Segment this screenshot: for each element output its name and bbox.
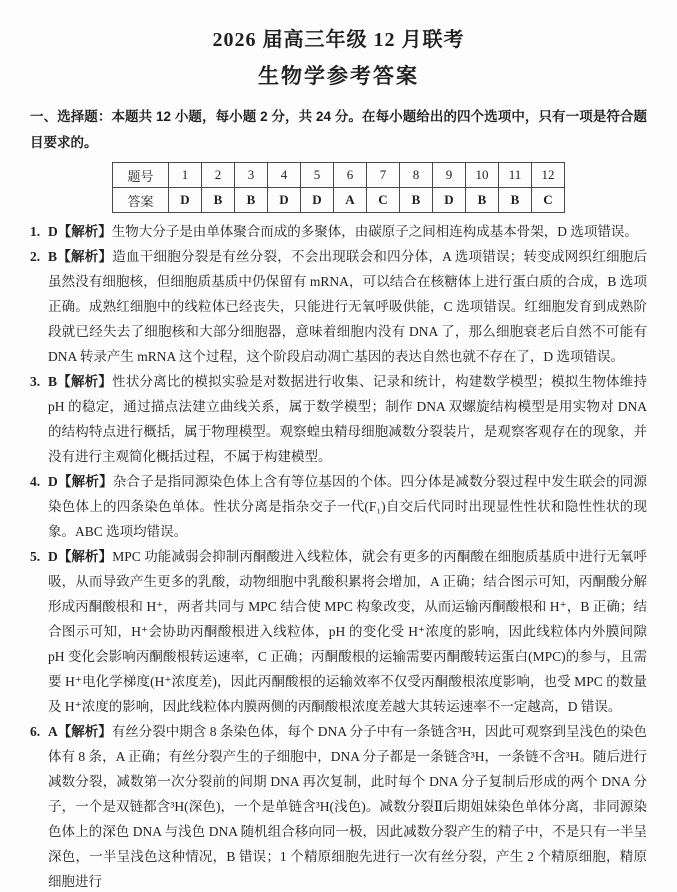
item-number: 4. <box>30 474 41 489</box>
answer-cell: B <box>466 188 499 213</box>
qnum-cell: 9 <box>433 163 466 188</box>
answer-cell: B <box>400 188 433 213</box>
explanation-item-1 <box>30 219 647 244</box>
item-text: MPC 功能减弱会抑制丙酮酸进入线粒体，就会有更多的丙酮酸在细胞质基质中进行无氧呼吸，从而导致产生更多的乳酸，动物细胞中乳酸积累将会增加，A 正确；结合图示可知，丙酮酸分解形成丙酮酸根和 H⁺，两者共同与 MPC 结合使 MPC 构象改变，从而运输丙酮酸根和 H⁺，B 正确；结合图示可知，H⁺会协助丙酮酸根进入线粒体，pH 的变化受 H⁺浓度的影响，因此线粒体内外膜间隙 pH 变化会影响丙酮酸根转运速率，C 正确；丙酮酸根的运输需要丙酮酸转运蛋白(MPC)的参与，且需要 H⁺电化学梯度(H⁺浓度差)，因此丙酮酸根的运输效率不仅受丙酮酸根浓度影响，也受 MPC 的数量及 H⁺浓度的影响，因此线粒体内膜两侧的丙酮酸根浓度差越大其转运速率不一定越高，D 错误。 <box>48 549 648 714</box>
answer-cell: D <box>268 188 301 213</box>
item-answer-prefix: D【解析】 <box>48 549 113 564</box>
exam-title: 2026 届高三年级 12 月联考 <box>212 29 465 51</box>
explanation-item-4 <box>30 469 647 544</box>
explanation-item-5 <box>30 544 647 719</box>
item-answer-prefix: B【解析】 <box>48 249 113 264</box>
qnum-cell: 1 <box>169 163 202 188</box>
qnum-cell: 11 <box>499 163 532 188</box>
item-answer-prefix: D【解析】 <box>48 474 113 489</box>
item-text: 生物大分子是由单体聚合而成的多聚体，由碳原子之间相连构成基本骨架，D 选项错误。 <box>111 224 638 239</box>
answer-cell: B <box>499 188 532 213</box>
item-answer-prefix: B【解析】 <box>48 374 113 389</box>
qnum-cell: 6 <box>334 163 367 188</box>
qnum-cell: 8 <box>400 163 433 188</box>
qnum-label-cell: 题号 <box>113 163 169 188</box>
answer-cell: B <box>202 188 235 213</box>
answer-cell: C <box>532 188 565 213</box>
qnum-cell: 12 <box>532 163 565 188</box>
item-number: 5. <box>30 549 41 564</box>
answer-cell: D <box>301 188 334 213</box>
qnum-cell: 7 <box>367 163 400 188</box>
explanation-item-2 <box>30 244 647 369</box>
answer-cell: D <box>169 188 202 213</box>
item-answer-prefix: D【解析】 <box>48 224 112 239</box>
section-heading: 一、选择题：本题共 12 小题，每小题 2 分，共 24 分。在每小题给出的四个选项中，只有一项是符合题目要求的。 <box>30 109 647 150</box>
qnum-cell: 3 <box>235 163 268 188</box>
qnum-row <box>113 163 565 188</box>
answer-key-title: 生物学参考答案 <box>258 65 419 88</box>
explanation-list <box>30 219 647 892</box>
explanation-item-3 <box>30 369 647 469</box>
qnum-cell: 4 <box>268 163 301 188</box>
answer-cell: C <box>367 188 400 213</box>
item-text: 有丝分裂中期含 8 条染色体，每个 DNA 分子中有一条链含³H，因此可观察到呈浅色的染色体有 8 条，A 正确；有丝分裂产生的子细胞中，DNA 分子都是一条链含³H，一条链不含³H。随后进行减数分裂，减数第一次分裂前的间期 DNA 再次复制，此时每个 DNA 分子复制后形成的两个 DNA 分子，一个是双链都含³H(深色)，一个是单链含³H(浅色)。减数分裂Ⅱ后期姐妹染色单体分离，非同源染色体上的深色 DNA 与浅色 DNA 随机组合移向同一极，因此减数分裂产生的精子中，不是只有一半呈深色，一半呈浅色这种情况，B 错误；1 个精原细胞先进行一次有丝分裂，产生 2 个精原细胞，精原细胞进行 <box>48 724 647 889</box>
qnum-cell: 5 <box>301 163 334 188</box>
item-text: 性状分离比的模拟实验是对数据进行收集、记录和统计，构建数学模型；模拟生物体维持 pH 的稳定，通过描点法建立曲线关系，属于数学模型；制作 DNA 双螺旋结构模型是用实物对 DNA 的结构特点进行概括，属于物理模型。观察蝗虫精母细胞减数分裂装片，是观察客观存在的现象，并没有进行主观简化概括过程，不属于构建模型。 <box>48 374 647 464</box>
item-answer-prefix: A【解析】 <box>48 724 112 739</box>
answer-label-cell: 答案 <box>113 188 169 213</box>
item-number: 6. <box>30 724 41 739</box>
item-text: 杂合子是指同源染色体上含有等位基因的个体。四分体是减数分裂过程中发生联会的同源染色体上的四条染色单体。性状分离是指杂交子一代(F₁)自交后代同时出现显性性状和隐性性状的现象。ABC 选项均错误。 <box>48 474 648 539</box>
explanation-item-6 <box>30 719 647 892</box>
item-number: 1. <box>30 224 41 239</box>
answer-row <box>113 188 565 213</box>
item-text: 造血干细胞分裂是有丝分裂，不会出现联会和四分体，A 选项错误；转变成网织红细胞后虽然没有细胞核，但细胞质基质中仍保留有 mRNA，可以结合在核糖体上进行蛋白质的合成，B 选项正确。成熟红细胞中的线粒体已经丧失，只能进行无氧呼吸供能，C 选项错误。红细胞发育到成熟阶段就已经失去了细胞核和大部分细胞器，意味着细胞内没有 DNA 了，那么细胞衰老后自然不可能有 DNA 转录产生 mRNA 这个过程，这个阶段启动凋亡基因的表达自然也就不存在了，D 选项错误。 <box>48 249 647 364</box>
qnum-cell: 2 <box>202 163 235 188</box>
answer-table <box>112 162 565 213</box>
item-number: 3. <box>30 374 41 389</box>
answer-cell: D <box>433 188 466 213</box>
answer-cell: B <box>235 188 268 213</box>
answer-cell: A <box>334 188 367 213</box>
qnum-cell: 10 <box>466 163 499 188</box>
item-number: 2. <box>30 249 41 264</box>
